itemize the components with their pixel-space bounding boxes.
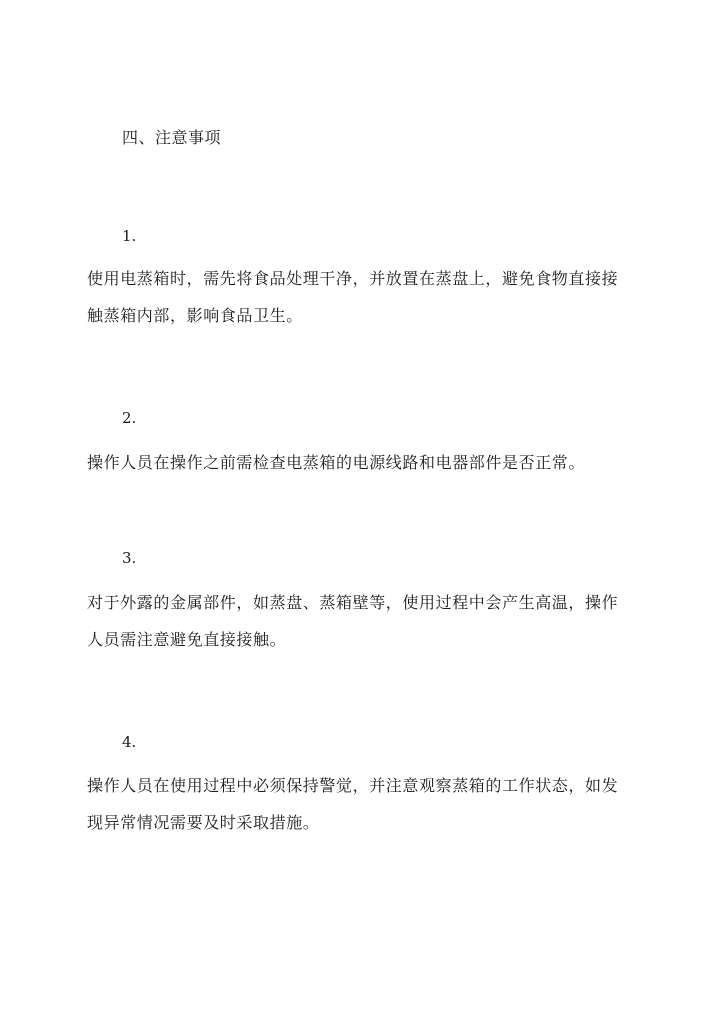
item-number: 1. [122, 227, 137, 245]
paragraph-line: 使用电蒸箱时，需先将食品处理干净，并放置在蒸盘上，避免食物直接接 [87, 269, 619, 288]
paragraph-line: 操作人员在操作之前需检查电蒸箱的电源线路和电器部件是否正常。 [87, 453, 586, 472]
item-number: 3. [122, 549, 137, 567]
paragraph-line: 对于外露的金属部件，如蒸盘、蒸箱壁等，使用过程中会产生高温，操作 [87, 593, 619, 612]
section-heading: 四、注意事项 [122, 128, 222, 147]
item-paragraph [87, 767, 647, 841]
paragraph-line: 人员需注意避免直接接触。 [87, 630, 287, 649]
paragraph-line: 操作人员在使用过程中必须保持警觉，并注意观察蒸箱的工作状态，如发 [87, 776, 619, 795]
item-paragraph [87, 584, 647, 658]
item-paragraph [87, 444, 647, 481]
paragraph-line: 触蒸箱内部，影响食品卫生。 [87, 306, 303, 325]
item-number: 4. [122, 733, 137, 751]
item-number: 2. [122, 409, 137, 427]
item-paragraph [87, 260, 647, 334]
paragraph-line: 现异常情况需要及时采取措施。 [87, 813, 320, 832]
